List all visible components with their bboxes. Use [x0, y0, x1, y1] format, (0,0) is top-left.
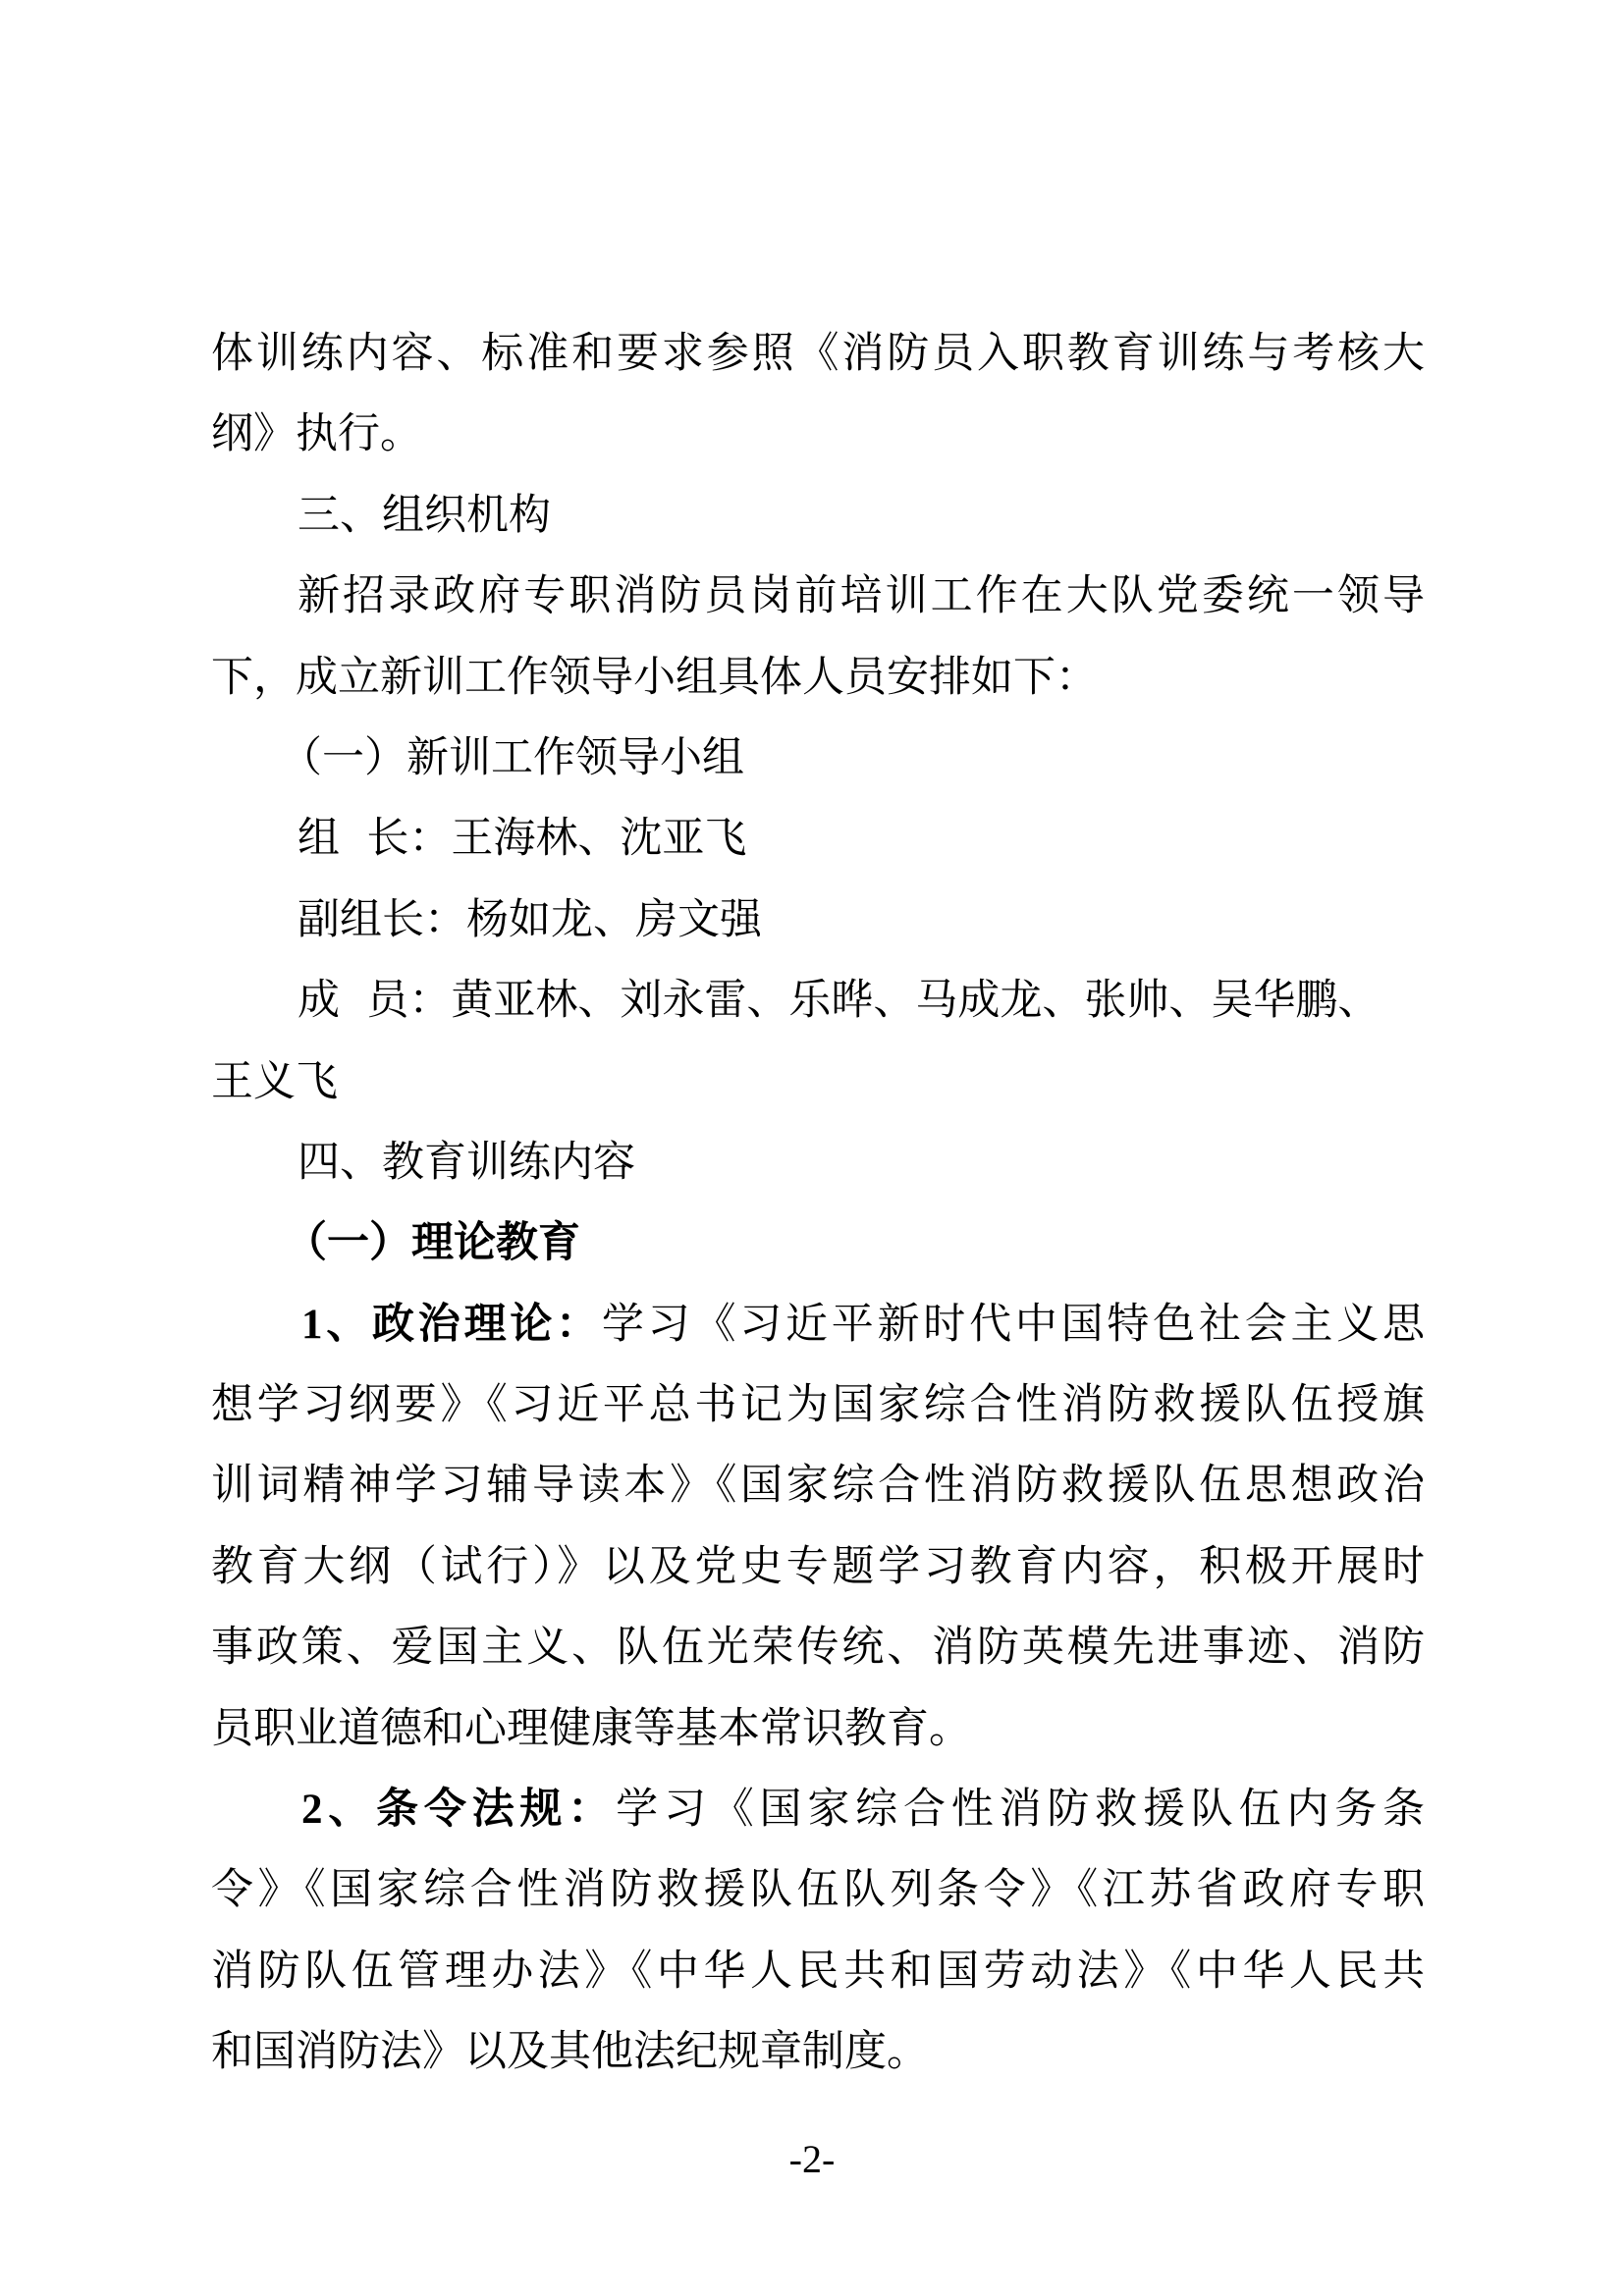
text-line: 训词精神学习辅导读本》《国家综合性消防救援队伍思想政治 — [211, 1461, 1425, 1511]
item-title: 、条令法规： — [322, 1785, 617, 1835]
item-text: 学习《习近平新时代中国特色社会主义思 — [601, 1299, 1426, 1349]
item-title: 、政治理论： — [322, 1299, 602, 1349]
members-line: 成 员：黄亚林、刘永雷、乐晔、马成龙、张帅、吴华鹏、 — [298, 976, 1380, 1026]
subsection-heading: （一）新训工作领导小组 — [280, 732, 744, 782]
text-line: 事政策、爱国主义、队伍光荣传统、消防英模先进事迹、消防 — [211, 1623, 1425, 1673]
document-body — [211, 313, 1425, 2093]
text-line: 想学习纲要》《习近平总书记为国家综合性消防救援队伍授旗 — [211, 1380, 1425, 1430]
section-heading: 四、教育训练内容 — [298, 1137, 635, 1187]
item-text: 学习《国家综合性消防救援队伍内务条 — [616, 1785, 1426, 1835]
text-line: 下，成立新训工作领导小组具体人员安排如下： — [211, 652, 1098, 702]
text-line: 员职业道德和心理健康等基本常识教育。 — [211, 1703, 971, 1753]
deputy-leader-line: 副组长：杨如龙、房文强 — [298, 894, 762, 944]
text-line: 王义飞 — [211, 1056, 338, 1106]
item-line — [211, 1769, 1425, 1849]
text-line: 教育大纲（试行）》以及党史专题学习教育内容，积极开展时 — [211, 1541, 1425, 1591]
subsection-heading-bold: （一）理论教育 — [285, 1218, 580, 1268]
text-line: 令》《国家综合性消防救援队伍队列条令》《江苏省政府专职 — [211, 1865, 1425, 1915]
text-line: 和国消防法》以及其他法纪规章制度。 — [211, 2027, 929, 2077]
item-number: 1 — [301, 1301, 323, 1348]
item-number: 2 — [301, 1787, 323, 1834]
team-leader-line: 组 长：王海林、沈亚飞 — [298, 814, 747, 864]
text-line: 消防队伍管理办法》《中华人民共和国劳动法》《中华人民共 — [211, 1946, 1425, 1996]
text-line: 新招录政府专职消防员岗前培训工作在大队党委统一领导 — [298, 571, 1425, 621]
text-line: 纲》执行。 — [211, 409, 422, 459]
page-number: -2- — [788, 2137, 836, 2181]
text-line: 体训练内容、标准和要求参照《消防员入职教育训练与考核大 — [211, 329, 1425, 378]
section-heading: 三、组织机构 — [298, 490, 551, 540]
item-line — [211, 1284, 1425, 1364]
